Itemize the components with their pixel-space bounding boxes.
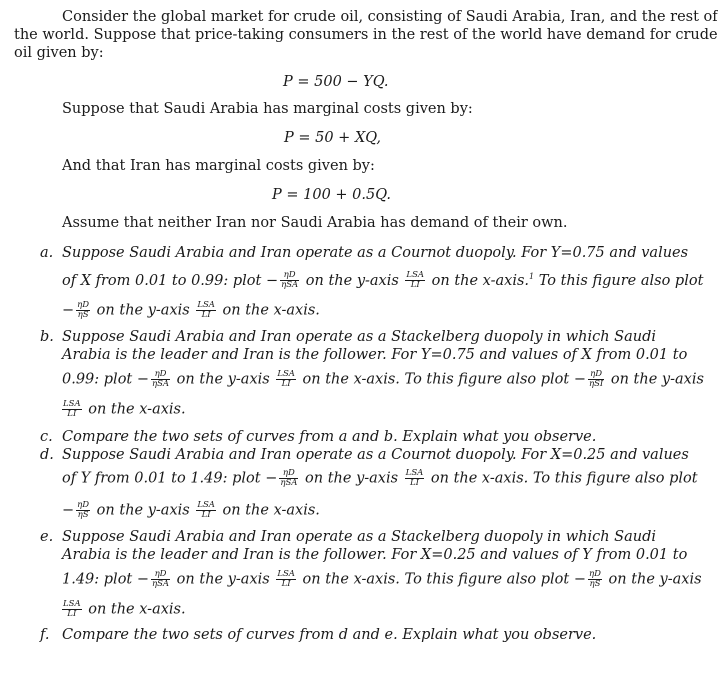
item-a-text: of X from 0.01 to 0.99: plot − <box>62 272 279 289</box>
fraction-denominator: LI <box>409 478 419 488</box>
l-sa-over-l-i-fraction <box>405 469 425 488</box>
item-e-line-1: Suppose Saudi Arabia and Iran operate as a Stackelberg duopoly in which Saudi <box>62 529 657 545</box>
item-b-text: on the x-axis. To this figure also plot − <box>297 371 586 388</box>
item-e-line-4 <box>62 600 186 619</box>
iran-cost-intro: And that Iran has marginal costs given by: <box>62 158 375 174</box>
l-sa-over-l-i-fraction <box>62 600 82 619</box>
fraction-denominator: LI <box>67 409 77 419</box>
item-d-label: d. <box>40 447 54 463</box>
iran-cost-equation-text: P = 100 + 0.5Q. <box>272 187 392 203</box>
item-a-text: on the y-axis <box>92 302 195 319</box>
saudi-cost-equation <box>284 129 381 147</box>
item-d-text: on the x-axis. To this figure also plot <box>426 470 698 487</box>
item-f-label: f. <box>40 627 50 643</box>
eta-d-over-eta-sa-fraction <box>280 271 299 290</box>
fraction-denominator: LI <box>410 280 420 291</box>
eta-d-over-eta-s-fraction <box>588 570 602 589</box>
fraction-denominator: ηSI <box>588 379 604 389</box>
item-a-text: on the x-axis. <box>427 272 530 289</box>
item-b-text: on the x-axis. <box>83 401 186 418</box>
item-a-text: To this figure also plot <box>534 272 704 289</box>
item-a-label: a. <box>40 245 54 261</box>
fraction-denominator: ηSA <box>281 280 299 291</box>
intro-line-2: the world. Suppose that price-taking consumers in the rest of the world have demand for crude <box>14 27 718 43</box>
fraction-numerator: LSA <box>197 500 215 510</box>
fraction-denominator: ηS <box>589 579 601 589</box>
item-b-line-1: Suppose Saudi Arabia and Iran operate as a Stackelberg duopoly in which Saudi <box>62 329 657 345</box>
item-d-line-1: Suppose Saudi Arabia and Iran operate as a Cournot duopoly. For X=0.25 and values <box>62 447 689 463</box>
item-a-text: on the y-axis <box>301 272 404 289</box>
fraction-denominator: LI <box>201 510 211 520</box>
fraction-numerator: ηD <box>588 370 604 380</box>
item-b-text: 0.99: plot − <box>62 371 150 388</box>
fraction-denominator: ηSA <box>152 579 170 589</box>
demand-equation <box>283 73 389 91</box>
item-e-text: 1.49: plot − <box>62 571 150 588</box>
l-sa-over-l-i-fraction <box>405 271 425 290</box>
item-b-label: b. <box>40 329 54 345</box>
item-e-line-2: Arabia is the leader and Iran is the follower. For X=0.25 and values of Y from 0.01 to <box>62 547 688 563</box>
fraction-numerator: ηD <box>280 271 299 281</box>
item-b-line-2: Arabia is the leader and Iran is the follower. For Y=0.75 and values of X from 0.01 to <box>62 347 688 363</box>
fraction-denominator: ηS <box>77 510 89 520</box>
fraction-numerator: ηD <box>151 570 170 580</box>
eta-d-over-eta-s-fraction <box>76 301 90 320</box>
item-b-text: on the y-axis <box>172 371 275 388</box>
item-e-label: e. <box>40 529 54 545</box>
intro-line-1: Consider the global market for crude oil, consisting of Saudi Arabia, Iran, and the rest of <box>62 9 718 25</box>
fraction-numerator: LSA <box>277 569 295 579</box>
item-f-line-1: Compare the two sets of curves from d and e. Explain what you observe. <box>62 627 597 643</box>
item-e-text: on the y-axis <box>603 571 702 588</box>
eta-d-over-eta-si-fraction <box>588 370 604 389</box>
fraction-denominator: ηS <box>77 310 89 320</box>
item-a-line-3 <box>62 301 320 320</box>
iran-cost-equation <box>272 186 391 204</box>
intro-line-3: oil given by: <box>14 45 104 61</box>
item-b-text: on the y-axis <box>606 371 704 388</box>
item-d-text: − <box>62 502 75 519</box>
fraction-numerator: ηD <box>588 569 601 579</box>
item-a-line-2 <box>62 268 703 290</box>
l-sa-over-l-i-fraction <box>196 501 216 520</box>
eta-d-over-eta-s-fraction <box>76 501 90 520</box>
item-c-line-1: Compare the two sets of curves from a and b. Explain what you observe. <box>62 429 597 445</box>
fraction-numerator: LSA <box>197 300 215 310</box>
item-d-line-3 <box>62 501 320 520</box>
item-e-text: on the x-axis. <box>83 601 186 618</box>
saudi-cost-intro: Suppose that Saudi Arabia has marginal costs given by: <box>62 101 473 117</box>
item-d-text: on the x-axis. <box>217 502 320 519</box>
fraction-numerator: ηD <box>77 300 90 310</box>
item-b-line-4 <box>62 400 186 419</box>
fraction-denominator: LI <box>201 310 211 320</box>
fraction-numerator: ηD <box>279 469 298 479</box>
eta-d-over-eta-sa-fraction <box>279 469 298 488</box>
item-d-line-2 <box>62 469 698 488</box>
fraction-denominator: LI <box>281 579 291 589</box>
fraction-numerator: LSA <box>277 369 295 379</box>
fraction-numerator: ηD <box>151 370 170 380</box>
fraction-numerator: LSA <box>63 599 81 609</box>
item-a-text: − <box>62 302 75 319</box>
item-d-text: of Y from 0.01 to 1.49: plot − <box>62 470 278 487</box>
fraction-numerator: LSA <box>406 270 425 281</box>
item-b-line-3 <box>62 370 704 389</box>
l-sa-over-l-i-fraction <box>196 301 216 320</box>
item-e-line-3 <box>62 570 702 589</box>
l-sa-over-l-i-fraction <box>62 400 82 419</box>
eta-d-over-eta-sa-fraction <box>151 570 170 589</box>
item-e-text: on the x-axis. To this figure also plot − <box>297 571 586 588</box>
item-c-label: c. <box>40 429 53 445</box>
footnote-marker: 1 <box>529 272 535 281</box>
fraction-denominator: ηSA <box>152 379 170 389</box>
l-sa-over-l-i-fraction <box>276 570 296 589</box>
saudi-cost-equation-text: P = 50 + XQ, <box>284 130 382 146</box>
demand-equation-text: P = 500 − YQ. <box>283 74 389 90</box>
assumption-text: Assume that neither Iran nor Saudi Arabia has demand of their own. <box>62 215 568 231</box>
item-d-text: on the y-axis <box>300 470 403 487</box>
l-sa-over-l-i-fraction <box>276 370 296 389</box>
item-a-line-1: Suppose Saudi Arabia and Iran operate as a Cournot duopoly. For Y=0.75 and values <box>62 245 689 261</box>
item-d-text: on the y-axis <box>92 502 195 519</box>
fraction-numerator: ηD <box>77 500 90 510</box>
fraction-numerator: LSA <box>63 399 81 409</box>
fraction-denominator: LI <box>67 609 77 619</box>
fraction-denominator: ηSA <box>280 478 298 488</box>
fraction-denominator: LI <box>281 379 291 389</box>
item-a-text: on the x-axis. <box>217 302 320 319</box>
item-e-text: on the y-axis <box>172 571 275 588</box>
fraction-numerator: LSA <box>405 468 424 478</box>
eta-d-over-eta-sa-fraction <box>151 370 170 389</box>
